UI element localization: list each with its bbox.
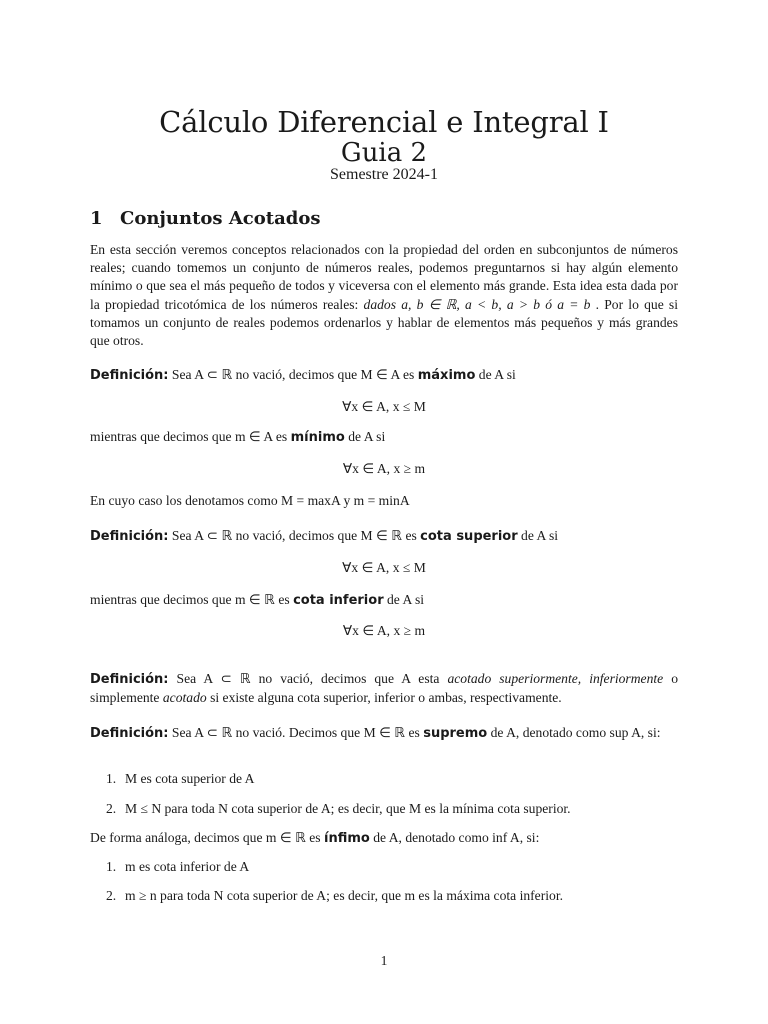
def2-text-b: de A si bbox=[517, 528, 559, 543]
def2-inf-term: cota inferior bbox=[293, 593, 384, 608]
def2-term: cota superior bbox=[420, 529, 518, 544]
infimum-text-a: De forma análoga, decimos que m ∈ ℝ es bbox=[90, 830, 324, 845]
list-number: 1. bbox=[106, 771, 117, 786]
semester-label: Semestre 2024-1 bbox=[330, 166, 438, 183]
def1-closing: En cuyo caso los denotamos como M = maxA y m = minA bbox=[90, 493, 410, 508]
def2-text-a: Sea A ⊂ ℝ no vació, decimos que M ∈ ℝ es bbox=[168, 528, 421, 543]
def3-paragraph bbox=[90, 670, 678, 707]
list-text: m es cota inferior de A bbox=[125, 859, 250, 874]
def3-italic-1: acotado superiormente bbox=[447, 671, 578, 686]
def3-text-c: si existe alguna cota superior, inferior o ambas, respectivamente. bbox=[206, 690, 562, 706]
def2-mid-text-b: de A si bbox=[383, 592, 425, 607]
def1-min-term: mínimo bbox=[290, 430, 345, 445]
def1-equation-1: ∀x ∈ A, x ≤ M bbox=[342, 399, 426, 414]
document-subtitle: Guia 2 bbox=[340, 138, 428, 168]
intro-paragraph bbox=[90, 241, 678, 350]
document-title: Cálculo Diferencial e Integral I bbox=[159, 105, 609, 139]
def4-text-b: de A, denotado como sup A, si: bbox=[487, 725, 661, 740]
def2-statement bbox=[90, 527, 558, 546]
list-number: 2. bbox=[106, 888, 117, 903]
def2-equation-1: ∀x ∈ A, x ≤ M bbox=[342, 560, 426, 575]
def2-inf-statement bbox=[90, 591, 424, 610]
section-title: Conjuntos Acotados bbox=[120, 208, 321, 229]
def1-mid-text-a: mientras que decimos que m ∈ A es bbox=[90, 429, 291, 444]
def3-italic-3: acotado bbox=[162, 690, 207, 706]
infimum-term: ínfimo bbox=[324, 831, 370, 846]
def1-statement bbox=[90, 366, 516, 385]
def3-italic-2: inferiormente bbox=[589, 671, 664, 686]
section-heading bbox=[90, 207, 320, 231]
list-text: M ≤ N para toda N cota superior de A; es decir, que M es la mínima cota superior. bbox=[125, 801, 571, 816]
def4-paragraph bbox=[90, 724, 678, 743]
def3-label: Definición: bbox=[90, 672, 169, 687]
def3-text-a: Sea A ⊂ ℝ no vació, decimos que A esta bbox=[168, 671, 448, 686]
list-number: 2. bbox=[106, 801, 117, 816]
list-text: M es cota superior de A bbox=[125, 771, 255, 786]
infimum-text-b: de A, denotado como inf A, si: bbox=[369, 830, 540, 845]
def1-equation-2: ∀x ∈ A, x ≥ m bbox=[342, 461, 426, 476]
infimum-statement bbox=[90, 829, 539, 848]
def1-term: máximo bbox=[417, 368, 476, 383]
def1-min-statement bbox=[90, 428, 385, 447]
def4-label: Definición: bbox=[90, 726, 169, 741]
intro-italic: dados a, b ∈ ℝ, a < b, a > b ó a = b bbox=[363, 296, 591, 312]
list-item bbox=[106, 858, 249, 876]
def1-label: Definición: bbox=[90, 368, 169, 383]
def1-mid-text-b: de A si bbox=[344, 429, 386, 444]
list-item bbox=[106, 887, 563, 905]
intro-text-1: En esta sección veremos conceptos relacionados con la propiedad del orden en subconjuntos de números reales; cuando tomemos un conjunto de números reales, podemos preguntarnos si hay algún elemento mínimo o que sea el más pequeño de todos y viceversa con el elemento más grande. Esta idea esta dada por la propiedad tricotómica de los números reales: bbox=[90, 242, 678, 312]
def2-label: Definición: bbox=[90, 529, 169, 544]
def3-sep: , bbox=[577, 671, 590, 686]
def2-equation-2: ∀x ∈ A, x ≥ m bbox=[342, 623, 426, 638]
def4-term: supremo bbox=[423, 726, 488, 741]
list-item bbox=[106, 800, 571, 818]
list-text: m ≥ n para toda N cota superior de A; es decir, que m es la máxima cota inferior. bbox=[125, 888, 563, 903]
intro-text-2: . Por lo que si tomamos un conjunto de reales podemos ordenarlos y hablar de elementos más pequeños y más grandes que otros. bbox=[90, 296, 678, 349]
def3-text-b: o simplemente bbox=[90, 671, 678, 706]
def1-text-b: de A si bbox=[475, 367, 516, 382]
def4-text-a: Sea A ⊂ ℝ no vació. Decimos que M ∈ ℝ es bbox=[168, 725, 424, 740]
def1-text-a: Sea A ⊂ ℝ no vació, decimos que M ∈ A es bbox=[168, 367, 418, 382]
list-number: 1. bbox=[106, 859, 117, 874]
page-number: 1 bbox=[380, 953, 388, 968]
list-item bbox=[106, 770, 255, 788]
section-number: 1 bbox=[90, 208, 103, 229]
def2-mid-text-a: mientras que decimos que m ∈ ℝ es bbox=[90, 592, 294, 607]
